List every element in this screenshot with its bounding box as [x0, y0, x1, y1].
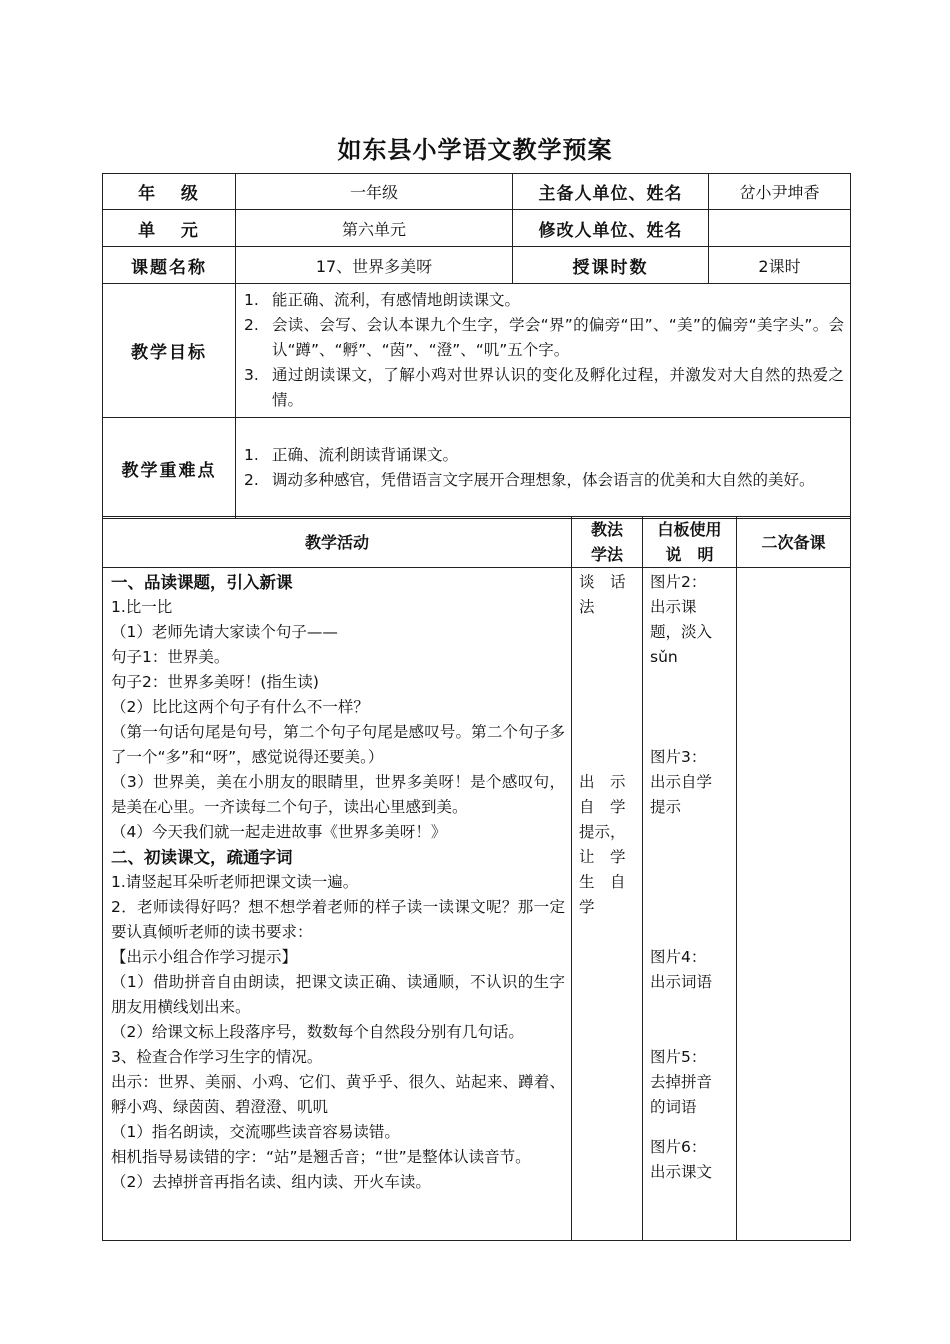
activity-line: （第一句话句尾是句号，第二个句子句尾是感叹号。第二个句子多了一个“多”和“呀”，感觉说得还要美。）: [111, 723, 565, 766]
activity-line: （2）比比这两个句子有什么不一样？: [111, 698, 369, 716]
activity-line: 1.请竖起耳朵听老师把课文读一遍。: [111, 873, 359, 891]
activity-line: 3、检查合作学习生字的情况。: [111, 1048, 323, 1066]
unit-label: 单 元: [103, 210, 236, 247]
unit-value: 第六单元: [236, 210, 513, 247]
lesson-label: 课题名称: [103, 247, 236, 284]
activity-line: 【出示小组合作学习提示】: [111, 948, 298, 966]
method-note: 谈 话 法: [579, 573, 626, 616]
hours-value: 2课时: [709, 247, 851, 284]
method-column: [572, 568, 643, 1241]
activity-line: 出示：世界、美丽、小鸡、它们、黄乎乎、很久、站起来、蹲着、孵小鸡、绿茵茵、碧澄澄、叽叽: [111, 1073, 565, 1116]
activity-line: 句子1：世界美。: [111, 648, 230, 666]
whiteboard-note: 图片3： 出示自学 提示: [650, 748, 713, 816]
key-point-item: 1. 正确、流利朗读背诵课文。: [244, 446, 459, 464]
method-header: 教法 学法: [572, 517, 643, 568]
activity-content: [103, 568, 572, 1241]
reviser-label: 修改人单位、姓名: [513, 210, 709, 247]
goals-list: [236, 284, 851, 418]
grade-label: 年 级: [103, 174, 236, 210]
activity-line: （1）老师先请大家读个句子——: [111, 623, 338, 641]
activity-line: （4）今天我们就一起走进故事《世界多美呀！》: [111, 823, 447, 841]
key-points-list: [236, 418, 851, 519]
activity-line: 相机指导易读错的字：“站”是翘舌音；“世”是整体认读音节。: [111, 1148, 531, 1166]
activity-line: （2）给课文标上段落序号，数数每个自然段分别有几句话。: [111, 1023, 524, 1041]
whiteboard-note: 图片2： 出示课 题，淡入 sǔn: [650, 573, 713, 666]
preparer-label: 主备人单位、姓名: [513, 174, 709, 210]
activity-line: 1.比一比: [111, 598, 173, 616]
whiteboard-note: 图片4： 出示词语: [650, 948, 713, 991]
reviser-value: [709, 210, 851, 247]
activity-line: 一、品读课题，引入新课: [111, 573, 293, 592]
activity-line: （3）世界美，美在小朋友的眼睛里，世界多美呀！是个感叹句，是美在心里。一齐读每二个句子，读出心里感到美。: [111, 773, 565, 816]
whiteboard-header: 白板使用 说 明: [643, 517, 737, 568]
activity-line: （1）借助拼音自由朗读，把课文读正确、读通顺，不认识的生字朋友用横线划出来。: [111, 973, 565, 1016]
hours-label: 授课时数: [513, 247, 709, 284]
activity-table: [102, 516, 851, 1241]
activity-header: 教学活动: [103, 517, 572, 568]
key-point-item: 2. 调动多种感官，凭借语言文字展开合理想象，体会语言的优美和大自然的美好。: [244, 471, 815, 489]
grade-value: 一年级: [236, 174, 513, 210]
goal-item: 3. 通过朗读课文，了解小鸡对世界认识的变化及孵化过程，并激发对大自然的热爱之情。: [244, 366, 844, 409]
goals-label: 教学目标: [103, 284, 236, 418]
info-table: [102, 173, 851, 519]
second-prep-header: 二次备课: [737, 517, 851, 568]
activity-line: 句子2：世界多美呀！(指生读): [111, 673, 319, 691]
activity-line: （1）指名朗读，交流哪些读音容易读错。: [111, 1123, 400, 1141]
goal-item: 2. 会读、会写、会认本课九个生字，学会“界”的偏旁“田”、“美”的偏旁“美字头”。会认“蹲”、“孵”、“茵”、“澄”、“叽”五个字。: [244, 316, 844, 359]
page-title: 如东县小学语文教学预案: [337, 136, 613, 164]
preparer-value: 岔小尹坤香: [709, 174, 851, 210]
key-points-label: 教学重难点: [103, 418, 236, 519]
whiteboard-note: 图片6： 出示课文: [650, 1138, 713, 1181]
lesson-value: 17、世界多美呀: [236, 247, 513, 284]
goal-item: 1. 能正确、流利，有感情地朗读课文。: [244, 291, 521, 309]
second-prep-column: [737, 568, 851, 1241]
method-note: 出 示 自 学 提示， 让 学 生 自 学: [579, 773, 626, 916]
whiteboard-column: [643, 568, 737, 1241]
activity-line: 二、初读课文，疏通字词: [111, 848, 293, 867]
activity-line: 2．老师读得好吗？想不想学着老师的样子读一读课文呢？那一定要认真倾听老师的读书要求：: [111, 898, 565, 941]
activity-line: （2）去掉拼音再指名读、组内读、开火车读。: [111, 1173, 431, 1191]
whiteboard-note: 图片5： 去掉拼音 的词语: [650, 1048, 713, 1116]
